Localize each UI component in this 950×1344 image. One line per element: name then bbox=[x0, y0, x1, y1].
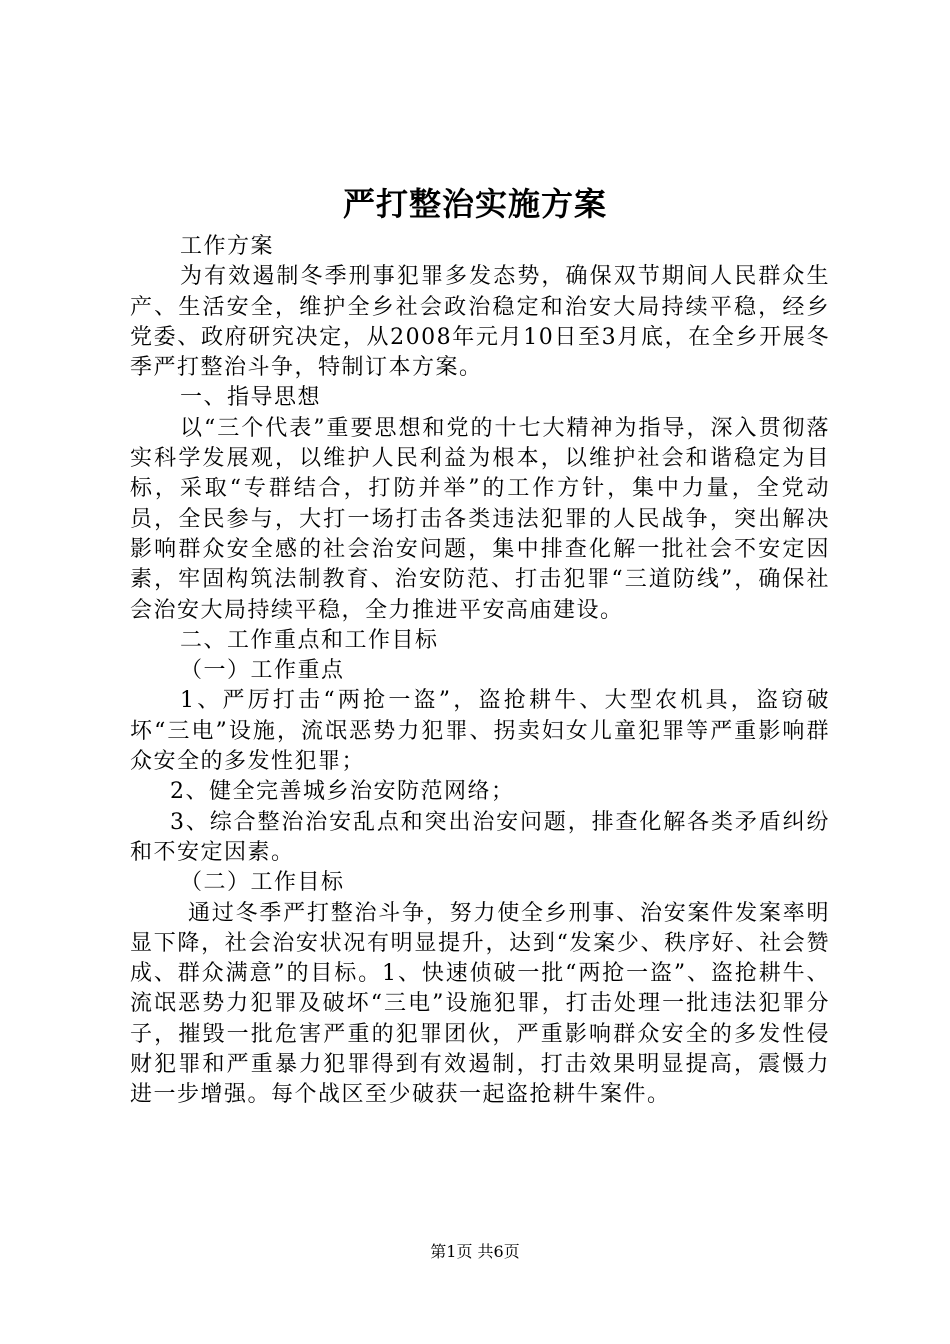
paragraph-intro: 为有效遏制冬季刑事犯罪多发态势，确保双节期间人民群众生产、生活安全，维护全乡社会政治稳定和治安大局持续平稳，经乡党委、政府研究决定，从2008年元月10日至3月底，在全乡开展冬季严打整治斗争，特制订本方案。 bbox=[130, 264, 830, 381]
paragraph-label: 工作方案 bbox=[180, 234, 275, 259]
section-heading-focus-and-goals: 二、工作重点和工作目标 bbox=[180, 627, 439, 653]
document-body bbox=[130, 232, 830, 1111]
page-number-footer: 第1页 共6页 bbox=[430, 1242, 520, 1261]
list-item-focus-1: 1、严厉打击“两抢一盗”，盗抢耕牛、大型农机具，盗窃破坏“三电”设施，流氓恶势力犯罪、拐卖妇女儿童犯罪等严重影响群众安全的多发性犯罪； bbox=[130, 688, 830, 775]
subsection-heading-focus: （一）工作重点 bbox=[180, 658, 345, 684]
list-item-focus-2: 2、健全完善城乡治安防范网络； bbox=[170, 779, 515, 805]
paragraph-goals: 通过冬季严打整治斗争，努力使全乡刑事、治安案件发案率明显下降，社会治安状况有明显提升，达到“发案少、秩序好、社会赞成、群众满意”的目标。1、快速侦破一批“两抢一盗”、盗抢耕牛、流氓恶势力犯罪及破坏“三电”设施犯罪，打击处理一批违法犯罪分子，摧毁一批危害严重的犯罪团伙，严重影响群众安全的多发性侵财犯罪和严重暴力犯罪得到有效遏制，打击效果明显提高，震慑力进一步增强。每个战区至少破获一起盗抢耕牛案件。 bbox=[130, 900, 830, 1108]
subsection-heading-goals: （二）工作目标 bbox=[180, 870, 345, 896]
list-item-focus-3: 3、综合整治治安乱点和突出治安问题，排查化解各类矛盾纠纷和不安定因素。 bbox=[130, 809, 830, 865]
paragraph-guiding-thought: 以“三个代表”重要思想和党的十七大精神为指导，深入贯彻落实科学发展观，以维护人民利益为根本，以维护社会和谐稳定为目标，采取“专群结合，打防并举”的工作方针，集中力量，全党动员，全民参与，大打一场打击各类违法犯罪的人民战争，突出解决影响群众安全感的社会治安问题，集中排查化解一批社会不安定因素，牢固构筑法制教育、治安防范、打击犯罪“三道防线”，确保社会治安大局持续平稳，全力推进平安高庙建设。 bbox=[130, 415, 830, 623]
section-heading-guiding-thought: 一、指导思想 bbox=[180, 385, 322, 411]
document-title: 严打整治实施方案 bbox=[342, 185, 607, 223]
